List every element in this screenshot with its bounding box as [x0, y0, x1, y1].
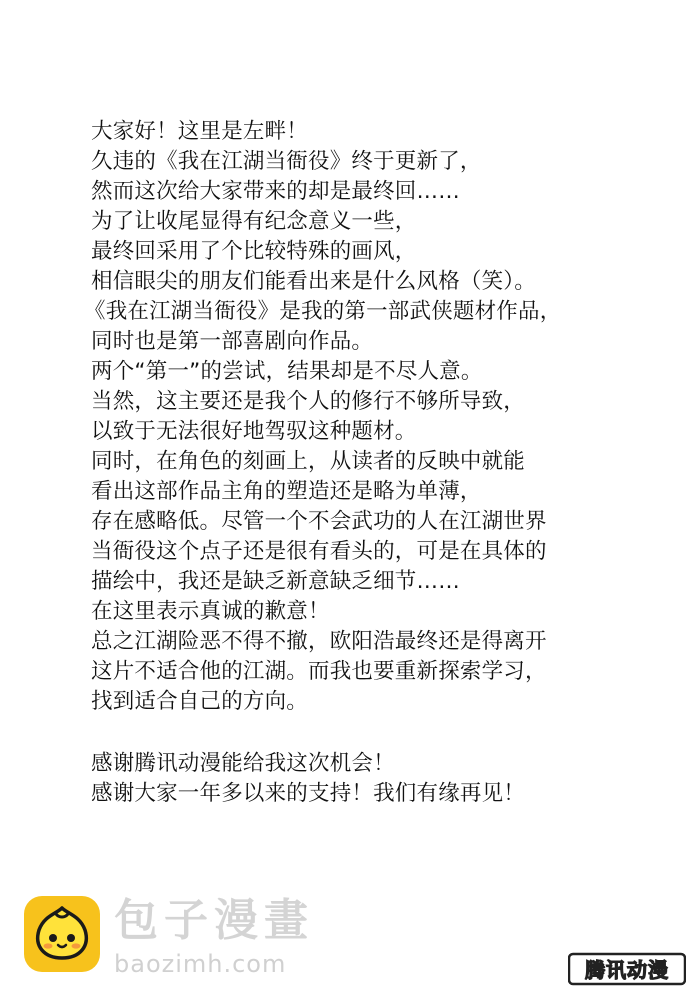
afterword-line: 大家好！这里是左畔！	[91, 119, 309, 144]
afterword-line: 最终回采用了个比较特殊的画风，	[91, 239, 417, 264]
afterword-line: 在这里表示真诚的歉意！	[91, 599, 330, 624]
site-watermark	[22, 894, 352, 984]
brand-stamp-text: 腾讯动漫	[585, 958, 669, 982]
afterword-line: 然而这次给大家带来的却是最终回……	[91, 179, 460, 204]
afterword-line: 《我在江湖当衙役》是我的第一部武侠题材作品，	[84, 299, 562, 324]
afterword-line: 感谢大家一年多以来的支持！我们有缘再见！	[91, 781, 526, 806]
afterword-line: 看出这部作品主角的塑造还是略为单薄，	[91, 479, 482, 504]
afterword-line: 总之江湖险恶不得不撤，欧阳浩最终还是得离开	[91, 629, 547, 654]
afterword-line: 当衙役这个点子还是很有看头的，可是在具体的	[91, 539, 547, 564]
afterword-line: 两个“第一”的尝试，结果却是不尽人意。	[91, 359, 483, 384]
watermark-title: 包子漫畫	[114, 895, 314, 946]
tencent-comic-logo	[568, 950, 686, 988]
afterword-line: 当然，这主要还是我个人的修行不够所导致，	[91, 389, 526, 414]
afterword-line: 同时也是第一部喜剧向作品。	[91, 329, 374, 354]
afterword-line: 描绘中，我还是缺乏新意缺乏细节……	[91, 569, 460, 594]
afterword-line: 找到适合自己的方向。	[91, 689, 309, 714]
afterword-line: 同时，在角色的刻画上，从读者的反映中就能	[91, 449, 526, 474]
afterword-line: 久违的《我在江湖当衙役》终于更新了，	[91, 149, 482, 174]
afterword-line: 以致于无法很好地驾驭这种题材。	[91, 419, 417, 444]
afterword-line: 这片不适合他的江湖。而我也要重新探索学习，	[91, 659, 547, 684]
watermark-url: baozimh.com	[114, 950, 287, 978]
afterword-line: 存在感略低。尽管一个不会武功的人在江湖世界	[91, 509, 547, 534]
afterword-line: 相信眼尖的朋友们能看出来是什么风格（笑）。	[91, 269, 536, 294]
afterword-line: 感谢腾讯动漫能给我这次机会！	[91, 751, 395, 776]
bun-mascot-icon	[22, 894, 102, 974]
afterword-line: 为了让收尾显得有纪念意义一些，	[91, 209, 417, 234]
